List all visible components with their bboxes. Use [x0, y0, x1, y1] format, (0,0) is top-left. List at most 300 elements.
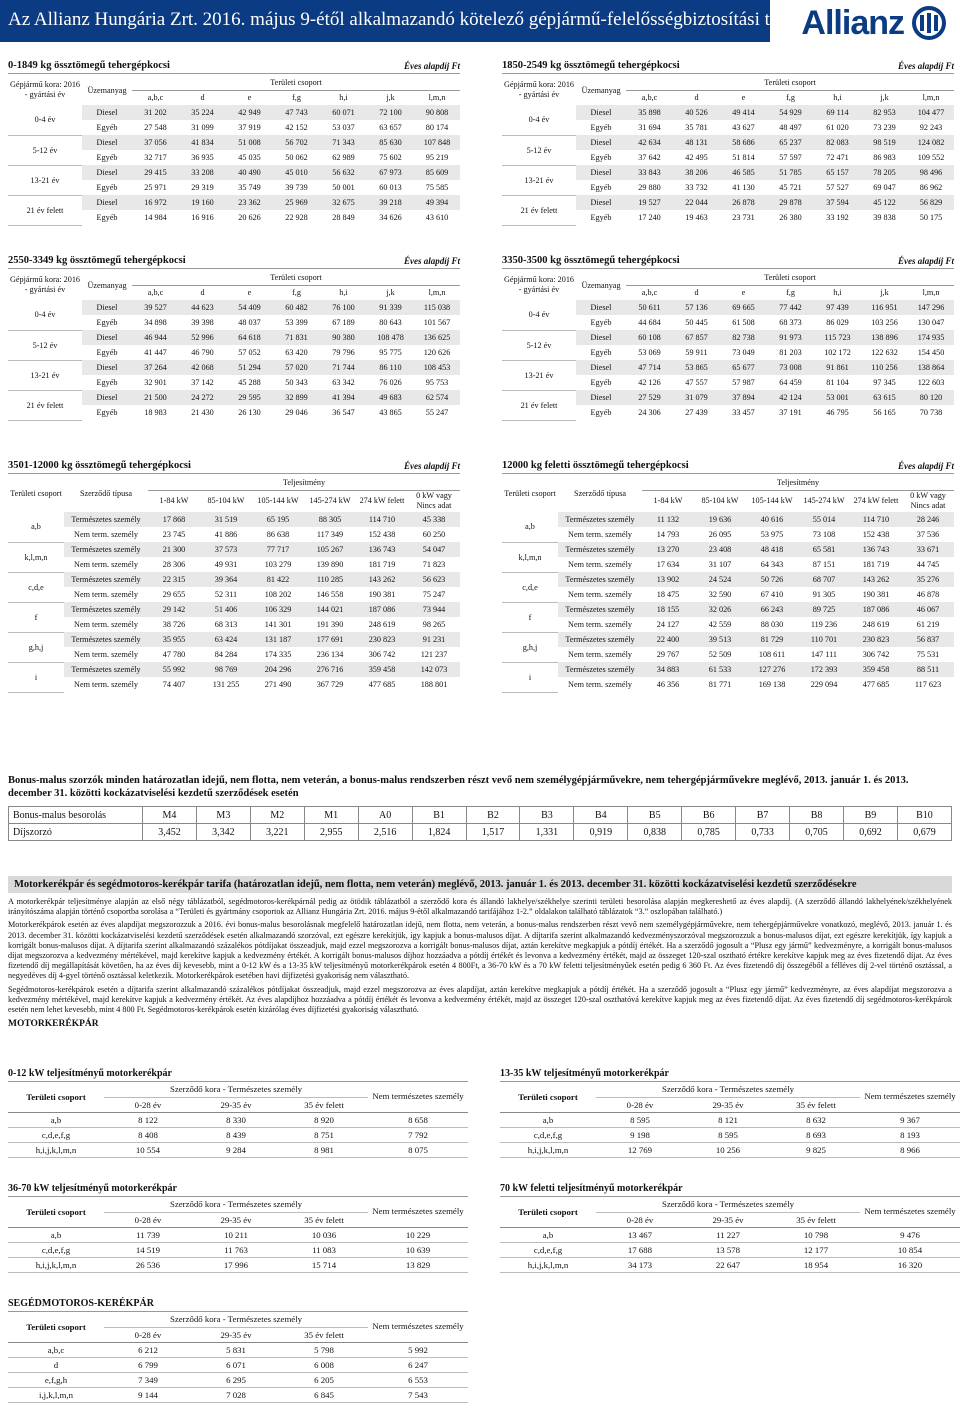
table-row — [502, 617, 954, 632]
fee-cell: 42 068 — [179, 360, 226, 375]
fee-cell: 27 529 — [626, 390, 673, 405]
contract-type-cell: Nem term. személy — [64, 617, 148, 632]
fee-cell: 117 623 — [902, 677, 954, 692]
zone-column-header: h,i — [814, 90, 861, 105]
table-row — [8, 105, 460, 120]
fee-cell: 61 533 — [694, 662, 746, 677]
fee-cell: 35 276 — [902, 572, 954, 587]
area-group-header: Területi csoport — [500, 1197, 596, 1227]
truck-table-title: 3350-3500 kg össztömegű tehergépkocsi — [502, 255, 680, 266]
fuel-type-cell: Egyéb — [82, 180, 132, 195]
fee-cell: 108 611 — [746, 647, 798, 662]
fuel-type-cell: Diesel — [82, 360, 132, 375]
fee-cell: 188 801 — [408, 677, 460, 692]
fee-cell: 5 831 — [192, 1342, 280, 1357]
table-row — [8, 195, 460, 210]
fee-cell: 42 634 — [626, 135, 673, 150]
fee-cell: 6 799 — [104, 1357, 192, 1372]
fee-cell: 8 981 — [280, 1142, 368, 1157]
bonus-malus-class-cell: B7 — [736, 807, 790, 824]
fee-cell: 14 793 — [642, 527, 694, 542]
annual-fee-label: Éves alapdíj Ft — [404, 461, 460, 471]
fee-cell: 152 438 — [356, 527, 408, 542]
area-group-label: c,d,e,f,g — [500, 1127, 596, 1142]
fee-cell: 65 195 — [252, 512, 304, 527]
fee-cell: 21 500 — [132, 390, 179, 405]
fee-cell: 236 134 — [304, 647, 356, 662]
table-row — [8, 1142, 468, 1157]
table-row — [8, 1357, 468, 1372]
fuel-type-cell: Egyéb — [82, 120, 132, 135]
fee-cell: 22 647 — [684, 1257, 772, 1272]
fee-cell: 52 311 — [200, 587, 252, 602]
fee-cell: 65 157 — [814, 165, 861, 180]
contract-type-cell: Nem term. személy — [558, 647, 642, 662]
fee-cell: 66 243 — [746, 602, 798, 617]
fee-cell: 46 585 — [720, 165, 767, 180]
area-group-label: a,b — [8, 512, 64, 542]
fee-cell: 130 047 — [908, 315, 954, 330]
fee-cell: 86 110 — [367, 360, 414, 375]
table-row — [502, 587, 954, 602]
table-row — [502, 195, 954, 210]
contract-type-cell: Természetes személy — [64, 572, 148, 587]
fee-cell: 41 886 — [200, 527, 252, 542]
fee-cell: 82 083 — [814, 135, 861, 150]
fee-cell: 45 010 — [273, 165, 320, 180]
fee-cell: 18 954 — [772, 1257, 860, 1272]
performance-column-header: 0 kW vagy Nincs adat — [902, 490, 954, 512]
fee-cell: 141 301 — [252, 617, 304, 632]
fee-cell: 13 467 — [596, 1227, 684, 1242]
age-group-label: 0-4 év — [502, 105, 576, 135]
fee-cell: 122 603 — [908, 375, 954, 390]
age-column-header: 29-35 év — [684, 1097, 772, 1112]
fee-cell: 56 632 — [320, 165, 367, 180]
fee-cell: 108 478 — [367, 330, 414, 345]
fee-cell: 102 172 — [814, 345, 861, 360]
factor-cell: 0,733 — [736, 824, 790, 841]
factor-cell: 1,517 — [466, 824, 520, 841]
fee-cell: 39 218 — [367, 195, 414, 210]
area-group-label: k,l,m,n — [502, 542, 558, 572]
fee-cell: 44 623 — [179, 300, 226, 315]
fee-cell: 57 987 — [720, 375, 767, 390]
age-group-label: 21 év felett — [502, 195, 576, 225]
fee-cell: 42 949 — [226, 105, 273, 120]
bonus-malus-class-cell: B2 — [466, 807, 520, 824]
fee-cell: 6 212 — [104, 1342, 192, 1357]
fee-cell: 84 284 — [200, 647, 252, 662]
fee-cell: 39 364 — [200, 572, 252, 587]
fee-cell: 5 992 — [368, 1342, 468, 1357]
area-group-label: a,b — [8, 1227, 104, 1242]
fee-cell: 49 683 — [367, 390, 414, 405]
table-row — [8, 1227, 468, 1242]
contract-age-header: Szerződő kora - Természetes személy — [104, 1312, 368, 1327]
motorcycle-table-section — [8, 1068, 468, 1158]
motorcycle-section-label: MOTORKERÉKPÁR — [8, 1019, 99, 1030]
fee-cell: 97 345 — [861, 375, 908, 390]
fee-cell: 142 073 — [408, 662, 460, 677]
fee-cell: 86 962 — [908, 180, 954, 195]
fee-cell: 49 394 — [414, 195, 460, 210]
table-header-line — [8, 255, 460, 269]
fee-cell: 90 808 — [414, 105, 460, 120]
area-group-label: a,b — [500, 1112, 596, 1127]
fee-cell: 61 508 — [720, 315, 767, 330]
fee-cell: 73 108 — [798, 527, 850, 542]
zone-column-header: d — [673, 285, 720, 300]
fee-cell: 37 056 — [132, 135, 179, 150]
fee-cell: 98 265 — [408, 617, 460, 632]
fuel-type-cell: Diesel — [576, 105, 626, 120]
fee-cell: 19 636 — [694, 512, 746, 527]
table-row — [8, 360, 460, 375]
fee-cell: 55 014 — [798, 512, 850, 527]
fee-cell: 31 079 — [673, 390, 720, 405]
performance-header: Teljesítmény — [642, 475, 954, 490]
fee-cell: 19 160 — [179, 195, 226, 210]
zone-column-header: l,m,n — [908, 90, 954, 105]
factor-label: Díjszorzó — [9, 824, 143, 841]
fee-cell: 64 343 — [746, 557, 798, 572]
fee-cell: 85 630 — [367, 135, 414, 150]
fee-cell: 54 047 — [408, 542, 460, 557]
fee-cell: 75 247 — [408, 587, 460, 602]
fee-cell: 80 174 — [414, 120, 460, 135]
fee-cell: 9 144 — [104, 1387, 192, 1402]
age-group-label: 13-21 év — [502, 165, 576, 195]
age-column-header: 35 év felett — [280, 1212, 368, 1227]
fee-cell: 37 594 — [814, 195, 861, 210]
non-natural-person-header: Nem természetes személy — [368, 1082, 468, 1112]
fee-cell: 63 615 — [861, 390, 908, 405]
fuel-type-cell: Egyéb — [82, 210, 132, 225]
fee-cell: 6 247 — [368, 1357, 468, 1372]
fee-cell: 82 738 — [720, 330, 767, 345]
age-group-label: 0-4 év — [502, 300, 576, 330]
performance-column-header: 274 kW felett — [356, 490, 408, 512]
fee-cell: 51 406 — [200, 602, 252, 617]
bonus-malus-class-cell: B4 — [574, 807, 628, 824]
fee-cell: 37 536 — [902, 527, 954, 542]
fee-cell: 105 267 — [304, 542, 356, 557]
fee-cell: 29 595 — [226, 390, 273, 405]
fee-cell: 39 513 — [694, 632, 746, 647]
fee-cell: 119 236 — [798, 617, 850, 632]
table-row — [8, 557, 460, 572]
fee-cell: 86 029 — [814, 315, 861, 330]
factor-cell: 3,452 — [143, 824, 197, 841]
fee-cell: 9 367 — [860, 1112, 960, 1127]
fee-cell: 29 878 — [767, 195, 814, 210]
age-column-header: 0-28 év — [104, 1327, 192, 1342]
fuel-header: Üzemanyag — [82, 75, 132, 105]
fee-cell: 57 052 — [226, 345, 273, 360]
fee-cell: 29 142 — [148, 602, 200, 617]
non-natural-person-header: Nem természetes személy — [860, 1197, 960, 1227]
moped-table-section — [8, 1298, 468, 1403]
fee-cell: 13 578 — [684, 1242, 772, 1257]
moto-table-title: 36-70 kW teljesítményű motorkerékpár — [8, 1183, 468, 1197]
truck-table-title: 1850-2549 kg össztömegű tehergépkocsi — [502, 60, 680, 71]
age-column-header: 35 év felett — [772, 1212, 860, 1227]
area-group-label: g,h,j — [502, 632, 558, 662]
fee-cell: 67 857 — [673, 330, 720, 345]
fee-cell: 131 187 — [252, 632, 304, 647]
area-group-label: c,d,e,f,g — [8, 1242, 104, 1257]
fee-cell: 110 285 — [304, 572, 356, 587]
bonus-malus-class-cell: M2 — [250, 807, 304, 824]
annual-fee-label: Éves alapdíj Ft — [898, 256, 954, 266]
zone-column-header: a,b,c — [132, 285, 179, 300]
fee-cell: 62 574 — [414, 390, 460, 405]
area-group-label: h,i,j,k,l,m,n — [500, 1257, 596, 1272]
zone-column-header: j,k — [861, 285, 908, 300]
zone-column-header: l,m,n — [414, 285, 460, 300]
fee-cell: 36 935 — [179, 150, 226, 165]
table-row — [500, 1242, 960, 1257]
fee-cell: 37 191 — [767, 405, 814, 420]
fee-cell: 50 343 — [273, 375, 320, 390]
table-row — [502, 165, 954, 180]
truck-fee-table — [8, 75, 460, 226]
annual-fee-label: Éves alapdíj Ft — [898, 461, 954, 471]
table-row — [502, 300, 954, 315]
fee-cell: 7 543 — [368, 1387, 468, 1402]
fee-cell: 230 823 — [356, 632, 408, 647]
fuel-type-cell: Diesel — [576, 360, 626, 375]
fee-cell: 108 453 — [414, 360, 460, 375]
fee-cell: 8 632 — [772, 1112, 860, 1127]
performance-column-header: 0 kW vagy Nincs adat — [408, 490, 460, 512]
fee-cell: 79 796 — [320, 345, 367, 360]
fee-cell: 8 193 — [860, 1127, 960, 1142]
fee-cell: 37 264 — [132, 360, 179, 375]
truck-table-title: 2550-3349 kg össztömegű tehergépkocsi — [8, 255, 186, 266]
contract-type-cell: Természetes személy — [64, 542, 148, 557]
fee-cell: 35 781 — [673, 120, 720, 135]
fee-cell: 6 845 — [280, 1387, 368, 1402]
performance-column-header: 145-274 kW — [798, 490, 850, 512]
fee-cell: 8 693 — [772, 1127, 860, 1142]
fee-cell: 8 751 — [280, 1127, 368, 1142]
contract-type-cell: Természetes személy — [64, 662, 148, 677]
contract-type-cell: Nem term. személy — [558, 527, 642, 542]
table-row — [8, 135, 460, 150]
age-group-label: 5-12 év — [8, 330, 82, 360]
fee-cell: 110 701 — [798, 632, 850, 647]
fee-cell: 44 684 — [626, 315, 673, 330]
age-group-label: 13-21 év — [8, 165, 82, 195]
table-header-line — [8, 460, 460, 474]
fee-cell: 70 738 — [908, 405, 954, 420]
fee-cell: 31 519 — [200, 512, 252, 527]
fee-cell: 41 834 — [179, 135, 226, 150]
fee-cell: 56 165 — [861, 405, 908, 420]
truck-table-section — [502, 60, 954, 226]
fee-cell: 86 983 — [861, 150, 908, 165]
motorcycle-table-section — [500, 1183, 960, 1273]
table-header-line — [8, 60, 460, 74]
fee-cell: 81 771 — [694, 677, 746, 692]
table-row — [8, 512, 460, 527]
table-row — [502, 542, 954, 557]
fee-cell: 43 610 — [414, 210, 460, 225]
fuel-type-cell: Egyéb — [576, 405, 626, 420]
table-row — [8, 602, 460, 617]
age-column-header: 0-28 év — [104, 1212, 192, 1227]
non-natural-person-header: Nem természetes személy — [368, 1312, 468, 1342]
factor-cell: 2,955 — [304, 824, 358, 841]
fee-cell: 14 519 — [104, 1242, 192, 1257]
fee-cell: 88 030 — [746, 617, 798, 632]
fee-cell: 7 792 — [368, 1127, 468, 1142]
fee-cell: 9 476 — [860, 1227, 960, 1242]
fee-cell: 34 883 — [642, 662, 694, 677]
fee-cell: 72 100 — [367, 105, 414, 120]
fee-cell: 23 362 — [226, 195, 273, 210]
table-header-line — [502, 60, 954, 74]
fee-cell: 47 743 — [273, 105, 320, 120]
factor-cell: 0,692 — [843, 824, 897, 841]
contract-type-cell: Természetes személy — [558, 602, 642, 617]
bonus-malus-class-cell: B6 — [682, 807, 736, 824]
area-group-header: Területi csoport — [132, 75, 460, 90]
contract-type-cell: Nem term. személy — [64, 587, 148, 602]
table-row — [500, 1227, 960, 1242]
fee-cell: 24 306 — [626, 405, 673, 420]
fee-cell: 8 122 — [104, 1112, 192, 1127]
motorcycle-tariff-bar: Motorkerékpár és segédmotoros-kerékpár tarifa (határozatlan idejű, nem flotta, nem veterán) meglévő, 2013. január 1. és 2013. december 31. közötti kockázatviselési kezdetű szerződésekre — [8, 876, 952, 893]
table-row — [502, 390, 954, 405]
factor-cell: 0,838 — [628, 824, 682, 841]
fee-cell: 174 335 — [252, 647, 304, 662]
fee-cell: 53 069 — [626, 345, 673, 360]
fee-cell: 58 686 — [720, 135, 767, 150]
fee-cell: 10 639 — [368, 1242, 468, 1257]
bonus-malus-class-cell: B5 — [628, 807, 682, 824]
fee-cell: 75 531 — [902, 647, 954, 662]
fee-cell: 42 559 — [694, 617, 746, 632]
fee-cell: 38 726 — [148, 617, 200, 632]
fee-cell: 106 329 — [252, 602, 304, 617]
fee-cell: 28 306 — [148, 557, 200, 572]
age-group-label: 13-21 év — [8, 360, 82, 390]
fee-cell: 24 524 — [694, 572, 746, 587]
fee-cell: 110 256 — [861, 360, 908, 375]
fee-cell: 120 626 — [414, 345, 460, 360]
fee-cell: 39 527 — [132, 300, 179, 315]
fee-cell: 50 611 — [626, 300, 673, 315]
fee-cell: 11 083 — [280, 1242, 368, 1257]
contract-age-header: Szerződő kora - Természetes személy — [104, 1197, 368, 1212]
fee-cell: 25 971 — [132, 180, 179, 195]
table-row — [502, 632, 954, 647]
zone-column-header: f,g — [273, 285, 320, 300]
factor-cell: 0,705 — [790, 824, 844, 841]
page-header — [0, 0, 960, 48]
fee-cell: 33 732 — [673, 180, 720, 195]
age-group-label: 0-4 év — [8, 105, 82, 135]
allianz-logo — [801, 3, 946, 42]
age-column-header: 35 év felett — [280, 1327, 368, 1342]
fee-cell: 25 969 — [273, 195, 320, 210]
fuel-type-cell: Diesel — [82, 330, 132, 345]
fee-cell: 477 685 — [356, 677, 408, 692]
fee-cell: 9 284 — [192, 1142, 280, 1157]
area-group-header: Területi csoport — [8, 1197, 104, 1227]
fee-cell: 8 439 — [192, 1127, 280, 1142]
fee-cell: 49 414 — [720, 105, 767, 120]
fee-cell: 32 590 — [694, 587, 746, 602]
fee-cell: 95 753 — [414, 375, 460, 390]
area-group-header: Területi csoport — [8, 1082, 104, 1112]
bonus-malus-class-label: Bonus-malus besorolás — [9, 807, 143, 824]
fee-cell: 9 198 — [596, 1127, 684, 1142]
fee-cell: 27 439 — [673, 405, 720, 420]
bonus-malus-class-cell: B10 — [897, 807, 951, 824]
fee-cell: 91 973 — [767, 330, 814, 345]
fee-cell: 8 920 — [280, 1112, 368, 1127]
fee-cell: 91 861 — [814, 360, 861, 375]
annual-fee-label: Éves alapdíj Ft — [404, 61, 460, 71]
fee-cell: 88 305 — [304, 512, 356, 527]
fee-cell: 47 780 — [148, 647, 200, 662]
fee-cell: 64 618 — [226, 330, 273, 345]
area-group-label: d — [8, 1357, 104, 1372]
fee-cell: 8 121 — [684, 1112, 772, 1127]
fee-cell: 41 394 — [320, 390, 367, 405]
table-row — [8, 1387, 468, 1402]
fee-cell: 17 240 — [626, 210, 673, 225]
fee-cell: 6 008 — [280, 1357, 368, 1372]
fee-cell: 6 205 — [280, 1372, 368, 1387]
fee-cell: 6 295 — [192, 1372, 280, 1387]
heavy-fee-table — [8, 475, 460, 693]
area-group-label: a,b — [500, 1227, 596, 1242]
zone-column-header: j,k — [861, 90, 908, 105]
fuel-type-cell: Egyéb — [576, 150, 626, 165]
zone-column-header: e — [720, 285, 767, 300]
moto-fee-table — [500, 1197, 960, 1273]
fee-cell: 77 442 — [767, 300, 814, 315]
fuel-type-cell: Diesel — [576, 330, 626, 345]
area-group-label: h,i,j,k,l,m,n — [500, 1142, 596, 1157]
area-group-header: Területi csoport — [626, 75, 954, 90]
fuel-type-cell: Egyéb — [82, 375, 132, 390]
table-header-line — [502, 255, 954, 269]
fee-cell: 80 120 — [908, 390, 954, 405]
fee-cell: 53 865 — [673, 360, 720, 375]
table-row — [502, 135, 954, 150]
table-row — [8, 617, 460, 632]
fee-cell: 116 951 — [861, 300, 908, 315]
area-group-label: c,d,e — [502, 572, 558, 602]
fee-cell: 8 408 — [104, 1127, 192, 1142]
fee-cell: 8 595 — [596, 1112, 684, 1127]
factor-cell: 1,331 — [520, 824, 574, 841]
fee-cell: 80 643 — [367, 315, 414, 330]
bonus-malus-class-cell: B9 — [843, 807, 897, 824]
fuel-type-cell: Diesel — [82, 390, 132, 405]
fee-cell: 143 262 — [850, 572, 902, 587]
fee-cell: 56 837 — [902, 632, 954, 647]
fee-cell: 18 983 — [132, 405, 179, 420]
fee-cell: 39 739 — [273, 180, 320, 195]
fee-cell: 39 398 — [179, 315, 226, 330]
